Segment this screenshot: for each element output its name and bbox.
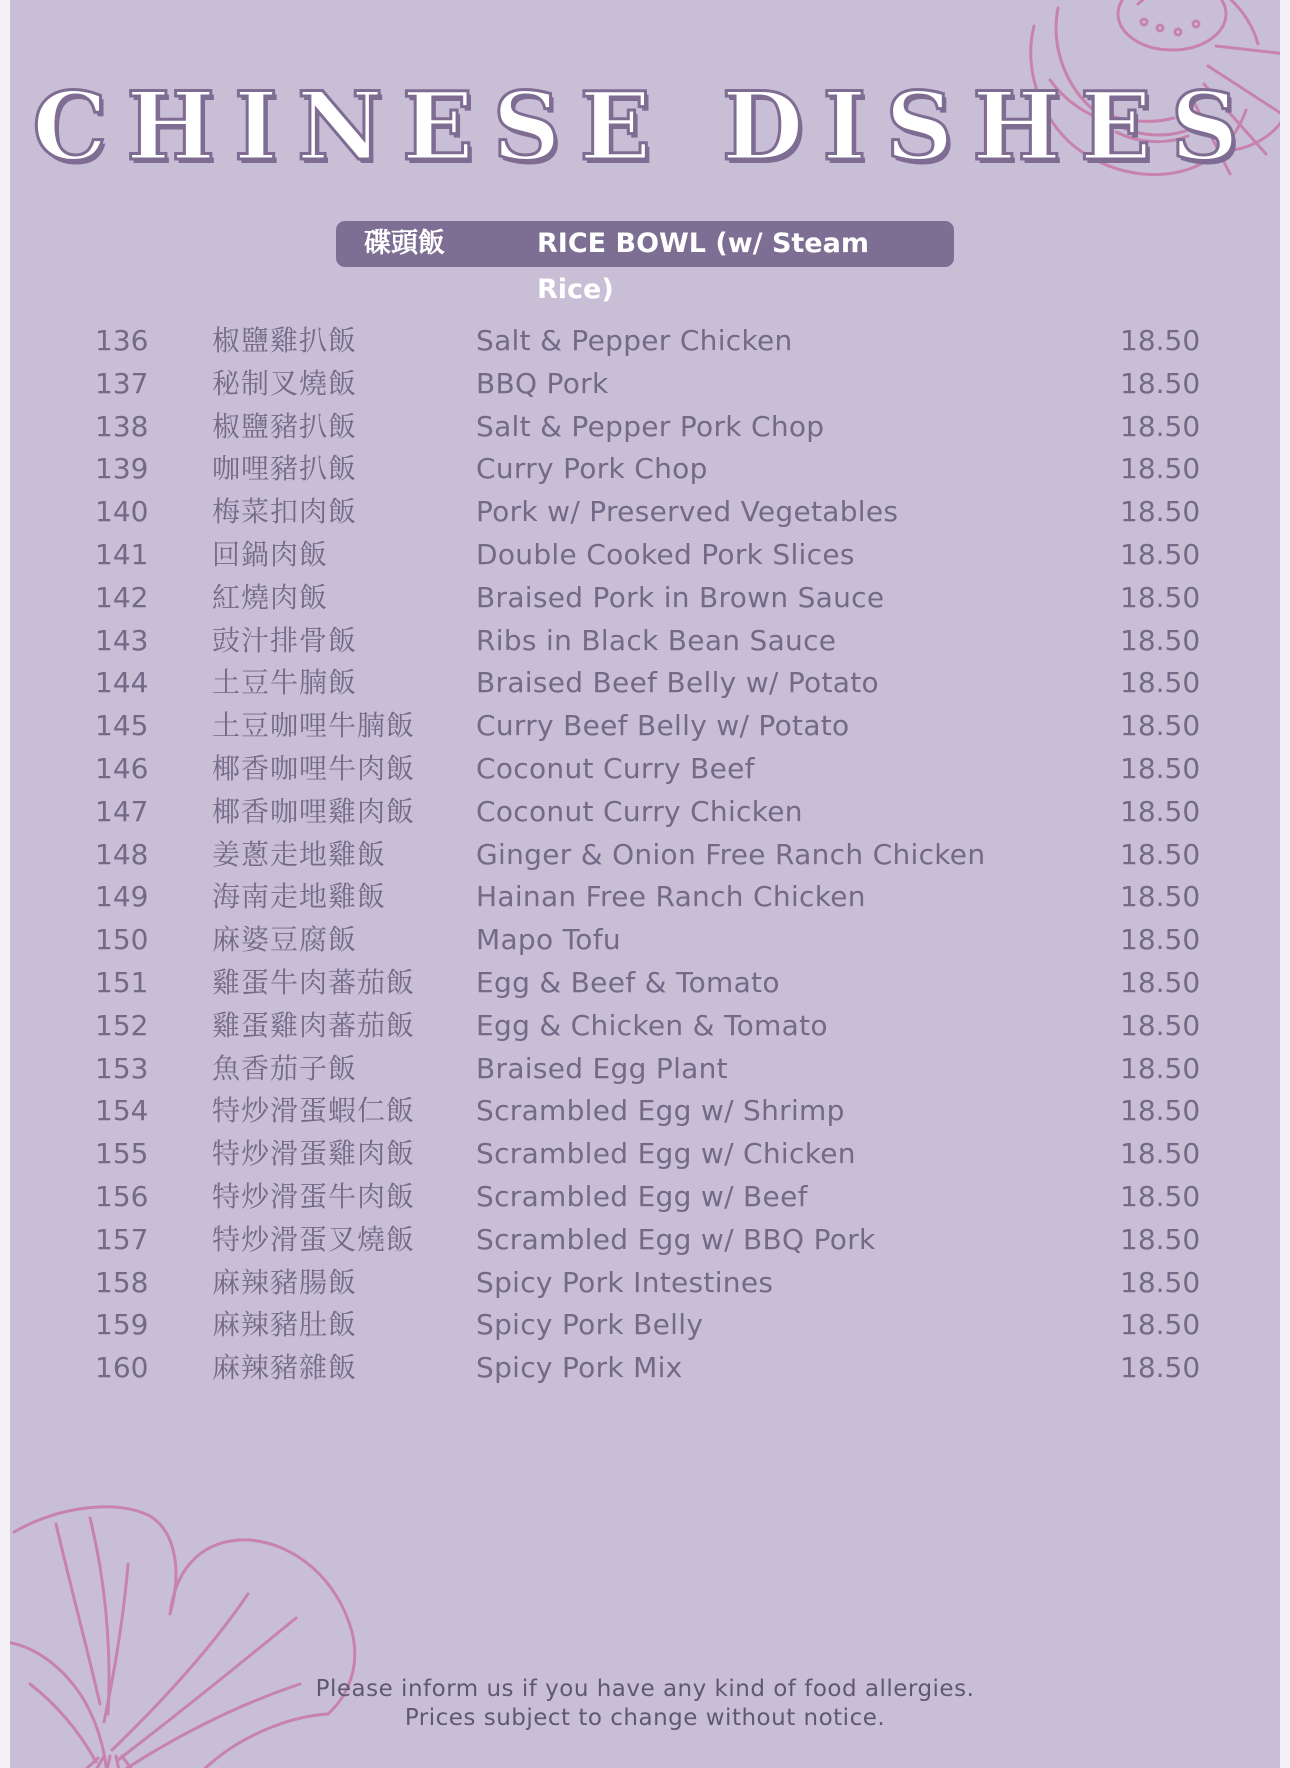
item-number: 158 — [95, 1265, 149, 1299]
section-title-english: RICE BOWL (w/ Steam Rice) — [537, 228, 869, 305]
item-price: 18.50 — [1120, 580, 1201, 614]
item-price: 18.50 — [1120, 965, 1201, 999]
menu-item-156[interactable] — [10, 1176, 1280, 1219]
item-english-name: Curry Beef Belly w/ Potato — [476, 709, 850, 743]
item-english-name: Ribs in Black Bean Sauce — [476, 623, 837, 657]
item-chinese-name: 秘制叉燒飯 — [212, 366, 358, 400]
menu-item-152[interactable] — [10, 1005, 1280, 1048]
item-price: 18.50 — [1120, 366, 1201, 400]
item-english-name: Spicy Pork Belly — [476, 1308, 704, 1342]
menu-item-147[interactable] — [10, 791, 1280, 834]
item-price: 18.50 — [1120, 666, 1201, 700]
item-chinese-name: 特炒滑蛋叉燒飯 — [212, 1222, 416, 1256]
item-chinese-name: 雞蛋雞肉蕃茄飯 — [212, 1008, 416, 1042]
footer-notice — [10, 1675, 1280, 1733]
menu-item-139[interactable] — [10, 448, 1280, 491]
item-price: 18.50 — [1120, 537, 1201, 571]
item-price: 18.50 — [1120, 837, 1201, 871]
section-title-chinese: 碟頭飯 — [364, 228, 445, 259]
item-english-name: Salt & Pepper Pork Chop — [476, 409, 825, 443]
item-chinese-name: 海南走地雞飯 — [212, 880, 387, 914]
item-price: 18.50 — [1120, 623, 1201, 657]
menu-item-142[interactable] — [10, 577, 1280, 620]
item-number: 140 — [95, 495, 149, 529]
item-chinese-name: 特炒滑蛋牛肉飯 — [212, 1179, 416, 1213]
menu-item-144[interactable] — [10, 662, 1280, 705]
item-english-name: BBQ Pork — [476, 366, 609, 400]
item-english-name: Scrambled Egg w/ Chicken — [476, 1137, 856, 1171]
item-chinese-name: 椒鹽雞扒飯 — [212, 324, 358, 357]
item-english-name: Spicy Pork Intestines — [476, 1265, 774, 1299]
item-number: 149 — [95, 880, 149, 914]
item-number: 151 — [95, 965, 149, 999]
item-number: 157 — [95, 1222, 149, 1256]
item-english-name: Salt & Pepper Chicken — [476, 324, 793, 357]
menu-item-160[interactable] — [10, 1347, 1280, 1390]
item-english-name: Spicy Pork Mix — [476, 1351, 683, 1385]
item-english-name: Mapo Tofu — [476, 923, 621, 957]
item-number: 160 — [95, 1351, 149, 1385]
item-chinese-name: 魚香茄子飯 — [212, 1051, 358, 1085]
item-price: 18.50 — [1120, 1137, 1201, 1171]
item-number: 147 — [95, 794, 149, 828]
item-chinese-name: 姜蔥走地雞飯 — [212, 837, 387, 871]
item-chinese-name: 雞蛋牛肉蕃茄飯 — [212, 965, 416, 999]
item-price: 18.50 — [1120, 923, 1201, 957]
item-number: 141 — [95, 537, 149, 571]
item-price: 18.50 — [1120, 409, 1201, 443]
item-english-name: Curry Pork Chop — [476, 452, 708, 486]
item-english-name: Double Cooked Pork Slices — [476, 537, 855, 571]
item-chinese-name: 椰香咖哩雞肉飯 — [212, 794, 416, 828]
item-price: 18.50 — [1120, 1094, 1201, 1128]
item-number: 145 — [95, 709, 149, 743]
item-chinese-name: 特炒滑蛋蝦仁飯 — [212, 1094, 416, 1128]
item-number: 138 — [95, 409, 149, 443]
item-english-name: Scrambled Egg w/ Shrimp — [476, 1094, 845, 1128]
item-number: 139 — [95, 452, 149, 486]
menu-item-136[interactable] — [10, 320, 1280, 363]
item-chinese-name: 椰香咖哩牛肉飯 — [212, 751, 416, 785]
menu-item-155[interactable] — [10, 1133, 1280, 1176]
item-price: 18.50 — [1120, 1179, 1201, 1213]
item-chinese-name: 土豆咖哩牛腩飯 — [212, 709, 416, 743]
item-english-name: Egg & Chicken & Tomato — [476, 1008, 828, 1042]
menu-item-151[interactable] — [10, 962, 1280, 1005]
item-english-name: Coconut Curry Chicken — [476, 794, 803, 828]
item-price: 18.50 — [1120, 495, 1201, 529]
menu-item-141[interactable] — [10, 534, 1280, 577]
item-number: 143 — [95, 623, 149, 657]
menu-item-148[interactable] — [10, 834, 1280, 877]
item-price: 18.50 — [1120, 1222, 1201, 1256]
menu-page[interactable] — [10, 0, 1280, 1768]
menu-item-158[interactable] — [10, 1262, 1280, 1305]
right-page-edge — [1280, 0, 1290, 1768]
item-number: 142 — [95, 580, 149, 614]
menu-item-157[interactable] — [10, 1219, 1280, 1262]
menu-item-153[interactable] — [10, 1048, 1280, 1091]
item-english-name: Ginger & Onion Free Ranch Chicken — [476, 837, 986, 871]
item-number: 153 — [95, 1051, 149, 1085]
menu-item-159[interactable] — [10, 1304, 1280, 1347]
item-number: 146 — [95, 751, 149, 785]
item-number: 155 — [95, 1137, 149, 1171]
menu-item-143[interactable] — [10, 620, 1280, 663]
item-english-name: Coconut Curry Beef — [476, 751, 755, 785]
item-chinese-name: 土豆牛腩飯 — [212, 666, 358, 700]
menu-item-137[interactable] — [10, 363, 1280, 406]
item-price: 18.50 — [1120, 452, 1201, 486]
item-number: 154 — [95, 1094, 149, 1128]
item-english-name: Hainan Free Ranch Chicken — [476, 880, 866, 914]
menu-item-140[interactable] — [10, 491, 1280, 534]
menu-item-145[interactable] — [10, 705, 1280, 748]
item-english-name: Braised Pork in Brown Sauce — [476, 580, 885, 614]
item-chinese-name: 豉汁排骨飯 — [212, 623, 358, 657]
item-english-name: Scrambled Egg w/ BBQ Pork — [476, 1222, 876, 1256]
item-english-name: Egg & Beef & Tomato — [476, 965, 780, 999]
item-english-name: Braised Egg Plant — [476, 1051, 728, 1085]
item-price: 18.50 — [1120, 880, 1201, 914]
item-chinese-name: 麻婆豆腐飯 — [212, 923, 358, 957]
item-english-name: Pork w/ Preserved Vegetables — [476, 495, 899, 529]
item-price: 18.50 — [1120, 794, 1201, 828]
item-price: 18.50 — [1120, 1351, 1201, 1385]
item-number: 144 — [95, 666, 149, 700]
item-chinese-name: 麻辣豬雜飯 — [212, 1351, 358, 1385]
item-chinese-name: 椒鹽豬扒飯 — [212, 409, 358, 443]
item-number: 137 — [95, 366, 149, 400]
item-chinese-name: 梅菜扣肉飯 — [212, 495, 358, 529]
menu-item-154[interactable] — [10, 1090, 1280, 1133]
item-price: 18.50 — [1120, 1308, 1201, 1342]
item-number: 136 — [95, 324, 149, 357]
price-notice: Prices subject to change without notice. — [404, 1705, 886, 1731]
menu-item-150[interactable] — [10, 919, 1280, 962]
item-chinese-name: 特炒滑蛋雞肉飯 — [212, 1137, 416, 1171]
item-price: 18.50 — [1120, 709, 1201, 743]
item-chinese-name: 紅燒肉飯 — [212, 580, 329, 614]
left-page-edge — [0, 0, 10, 1768]
item-number: 156 — [95, 1179, 149, 1213]
page-title: CHINESE DISHES — [32, 72, 1258, 182]
item-chinese-name: 麻辣豬腸飯 — [212, 1265, 358, 1299]
item-number: 159 — [95, 1308, 149, 1342]
allergy-notice: Please inform us if you have any kind of food allergies. — [315, 1676, 975, 1702]
item-price: 18.50 — [1120, 1051, 1201, 1085]
item-price: 18.50 — [1120, 324, 1201, 357]
item-number: 150 — [95, 923, 149, 957]
item-chinese-name: 咖哩豬扒飯 — [212, 452, 358, 486]
menu-item-149[interactable] — [10, 876, 1280, 919]
item-english-name: Scrambled Egg w/ Beef — [476, 1179, 808, 1213]
item-number: 152 — [95, 1008, 149, 1042]
item-number: 148 — [95, 837, 149, 871]
menu-item-146[interactable] — [10, 748, 1280, 791]
item-chinese-name: 回鍋肉飯 — [212, 537, 329, 571]
menu-item-138[interactable] — [10, 406, 1280, 449]
item-english-name: Braised Beef Belly w/ Potato — [476, 666, 879, 700]
item-price: 18.50 — [1120, 1008, 1201, 1042]
section-banner — [336, 221, 954, 305]
item-chinese-name: 麻辣豬肚飯 — [212, 1308, 358, 1342]
item-price: 18.50 — [1120, 751, 1201, 785]
menu-list — [10, 320, 1280, 1390]
item-price: 18.50 — [1120, 1265, 1201, 1299]
